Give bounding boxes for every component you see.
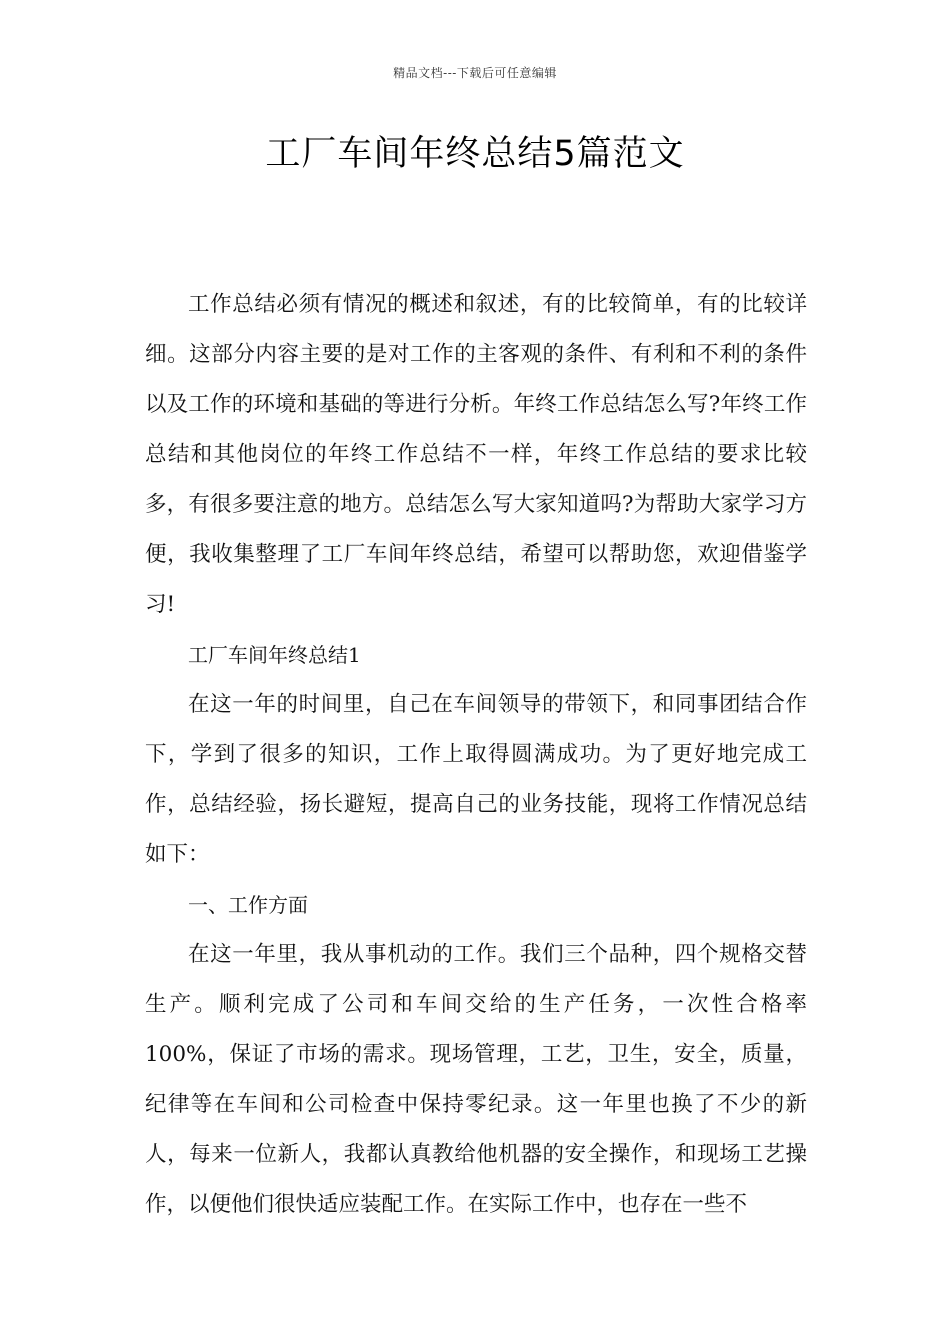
document-title: 工厂车间年终总结5篇范文 xyxy=(265,134,685,174)
section-title: 工厂车间年终总结1 xyxy=(188,643,361,667)
section-paragraph-1: 在这一年的时间里，自己在车间领导的带领下，和同事团结合作下，学到了很多的知识，工作上取得圆满成功。为了更好地完成工作，总结经验，扬长避短，提高自己的业务技能，现将工作情况总结如下： xyxy=(145,692,807,867)
header-note: 精品文档---下载后可任意编辑 xyxy=(393,66,557,80)
section-paragraph-2: 在这一年里，我从事机动的工作。我们三个品种，四个规格交替生产。顺利完成了公司和车间交给的生产任务，一次性合格率100%，保证了市场的需求。现场管理，工艺，卫生，安全，质量，纪律等在车间和公司检查中保持零纪录。这一年里也换了不少的新人，每来一位新人，我都认真教给他机器的安全操作，和现场工艺操作，以便他们很快适应装配工作。在实际工作中，也存在一些不 xyxy=(145,942,807,1217)
intro-paragraph: 工作总结必须有情况的概述和叙述，有的比较简单，有的比较详细。这部分内容主要的是对工作的主客观的条件、有利和不利的条件以及工作的环境和基础的等进行分析。年终工作总结怎么写?年终工作总结和其他岗位的年终工作总结不一样，年终工作总结的要求比较多，有很多要注意的地方。总结怎么写大家知道吗?为帮助大家学习方便，我收集整理了工厂车间年终总结，希望可以帮助您，欢迎借鉴学习! xyxy=(145,292,807,617)
document-body xyxy=(145,280,807,1230)
subheading-work: 一、工作方面 xyxy=(188,893,308,917)
